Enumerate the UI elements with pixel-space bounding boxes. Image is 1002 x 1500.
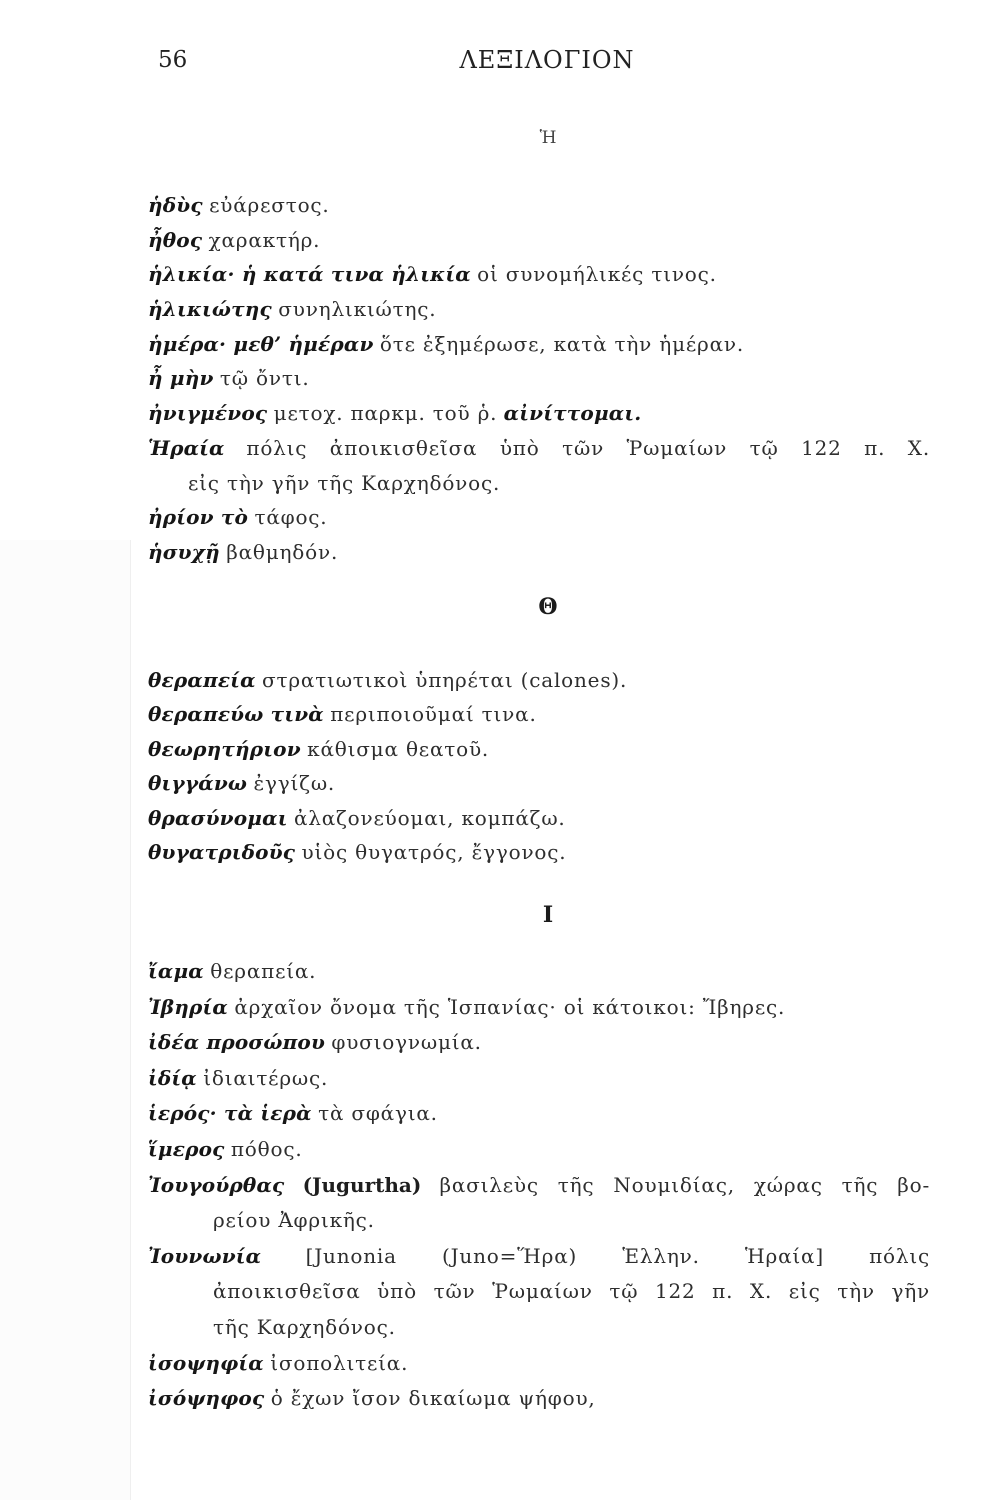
headword: θιγγάνω	[148, 771, 248, 796]
definition: χαρακτήρ.	[208, 227, 321, 252]
definition: πόθος.	[230, 1136, 303, 1161]
entry-continuation-line	[148, 1310, 930, 1346]
entry-line	[148, 766, 930, 800]
headword: ἦθος	[148, 227, 203, 252]
section-theta	[148, 663, 930, 869]
entry-line	[148, 1025, 930, 1061]
headword: ἠρίον τὸ	[148, 505, 249, 530]
headword: θρασύνομαι	[148, 805, 288, 830]
entry-line	[148, 1346, 930, 1382]
definition: βαθμηδόν.	[226, 539, 339, 564]
definition: ἀρχαῖον ὄνομα τῆς Ἱσπανίας· οἱ κάτοικοι: Ἴβηρες.	[234, 994, 786, 1019]
definition: συνηλικιώτης.	[278, 297, 437, 322]
section-letter-theta: Θ	[538, 594, 558, 620]
definition: φυσιογνωμία.	[331, 1030, 482, 1055]
entry-continuation-line	[148, 1274, 930, 1310]
definition: τῷ ὄντι.	[219, 366, 310, 391]
entry-line	[148, 1061, 930, 1097]
entry-line	[148, 1381, 930, 1417]
entry-line	[148, 223, 930, 258]
headword: θεωρητήριον	[148, 736, 301, 761]
definition: ὅτε ἐξημέρωσε, κατὰ τὴν ἡμέραν.	[379, 331, 745, 356]
entry-continuation-line	[148, 466, 930, 501]
headword: ἵμερος	[148, 1136, 225, 1161]
definition: βασιλεὺς τῆς Νουμιδίας, χώρας τῆς βο-	[439, 1172, 931, 1197]
entry-line	[148, 396, 930, 431]
headword: ἰδέα προσώπου	[148, 1030, 326, 1055]
definition: ὁ ἔχων ἴσον δικαίωμα ψήφου,	[270, 1386, 596, 1411]
headword: Ἰουγούρθας	[148, 1172, 285, 1197]
headword: θυγατριδοῦς	[148, 839, 296, 864]
entry-line	[148, 292, 930, 327]
section-letter-eta: Ἡ	[539, 128, 557, 148]
cross-reference: αἰνίττομαι.	[503, 401, 642, 426]
definition: [Junonia (Juno=Ἥρα) Ἑλλην. Ἡραία] πόλις	[305, 1243, 930, 1268]
entry-continuation-line	[148, 1203, 930, 1239]
headword: ἡμέρα· μεθ’ ἡμέραν	[148, 331, 374, 356]
definition: οἱ συνομήλικές τινος.	[477, 262, 717, 287]
section-iota	[148, 954, 930, 1417]
section-letter-iota: Ι	[542, 902, 554, 928]
definition: ἰδιαιτέρως.	[203, 1065, 329, 1090]
definition: τὰ σφάγια.	[318, 1101, 438, 1126]
definition: ἀλαζονεύομαι, κομπάζω.	[293, 805, 566, 830]
definition: ἰσοπολιτεία.	[270, 1350, 409, 1375]
definition: μετοχ. παρκμ. τοῦ ῥ.	[273, 401, 498, 426]
definition: κάθισμα θεατοῦ.	[307, 736, 490, 761]
definition: τάφος.	[254, 505, 328, 530]
headword: ἰσοψηφία	[148, 1350, 264, 1375]
headword: Ἰβηρία	[148, 994, 228, 1019]
entry-line	[148, 835, 930, 869]
headword: ἡσυχῇ	[148, 539, 220, 564]
section-eta	[148, 188, 930, 570]
entry-line	[148, 327, 930, 362]
entry-line	[148, 801, 930, 835]
definition-continuation: εἰς τὴν γῆν τῆς Καρχηδόνος.	[188, 470, 501, 495]
headword: ἰδίᾳ	[148, 1065, 197, 1090]
entry-line	[148, 732, 930, 766]
headword: ἴαμα	[148, 959, 204, 983]
entry-line	[148, 535, 930, 570]
definition-continuation: τῆς Καρχηδόνος.	[213, 1314, 396, 1339]
definition: υἱὸς θυγατρός, ἔγγονος.	[301, 839, 567, 864]
definition: θεραπεία.	[210, 959, 317, 983]
headword: θεραπεύω τινὰ	[148, 702, 324, 727]
entry-line	[148, 1239, 930, 1275]
entry-line	[148, 990, 930, 1026]
definition: πόλις ἀποικισθεῖσα ὑπὸ τῶν Ῥωμαίων τῷ 122 π. Χ.	[246, 435, 930, 460]
headword: ἡδὺς	[148, 193, 203, 217]
headword: Ἡραία	[148, 435, 225, 460]
entry-line	[148, 1096, 930, 1132]
entry-line	[148, 431, 930, 466]
headword: θεραπεία	[148, 668, 256, 692]
entry-line	[148, 257, 930, 292]
headword: ἡλικιώτης	[148, 297, 272, 322]
entry-line	[148, 663, 930, 697]
scan-edge-shading	[0, 540, 131, 1500]
definition-continuation: ρείου Ἀφρικῆς.	[213, 1208, 375, 1233]
entry-line	[148, 697, 930, 731]
definition: ἐγγίζω.	[253, 771, 336, 796]
headword: Ἰουνωνία	[148, 1243, 262, 1268]
definition: στρατιωτικοὶ ὑπηρέται (calones).	[262, 668, 628, 692]
headword: ἰσόψηφος	[148, 1386, 265, 1411]
entry-line	[148, 500, 930, 535]
definition: εὐάρεστος.	[209, 193, 330, 217]
headword: ἡλικία· ἡ κατά τινα ἡλικία	[148, 262, 471, 287]
page-number: 56	[158, 47, 188, 73]
latin-equivalent: (Jugurtha)	[302, 1172, 422, 1197]
definition: περιποιοῦμαί τινα.	[330, 702, 537, 727]
headword: ἱερός· τὰ ἱερὰ	[148, 1101, 312, 1126]
running-title: ΛΕΞΙΛΟΓΙΟΝ	[459, 46, 635, 74]
definition-continuation: ἀποικισθεῖσα ὑπὸ τῶν Ῥωμαίων τῷ 122 π. Χ. εἰς τὴν γῆν	[213, 1279, 930, 1304]
headword: ἦ μὴν	[148, 366, 214, 391]
entry-line	[148, 361, 930, 396]
entry-line	[148, 188, 930, 223]
entry-line	[148, 1132, 930, 1168]
entry-line	[148, 1168, 930, 1204]
headword: ἠνιγμένος	[148, 401, 268, 426]
entry-line	[148, 954, 930, 990]
